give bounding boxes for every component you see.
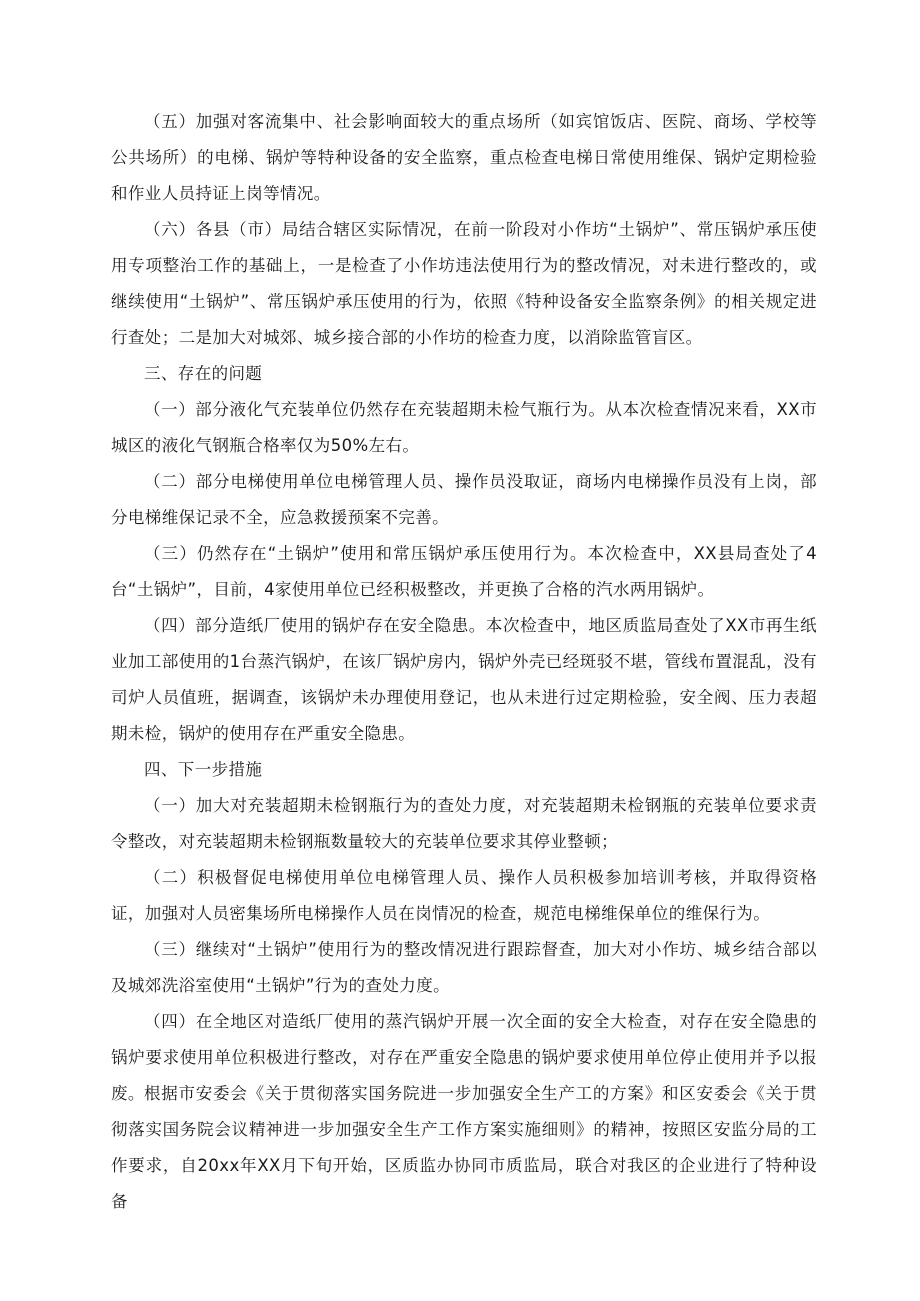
problem-item-2-elevators: （二）部分电梯使用单位电梯管理人员、操作员没取证，商场内电梯操作员没有上岗，部分电梯维保记录不全，应急救援预案不完善。 — [111, 472, 817, 527]
measure-item-4-steam-boiler-inspection: （四）在全地区对造纸厂使用的蒸汽锅炉开展一次全面的安全大检查，对存在安全隐患的锅炉要求使用单位积极进行整改，对存在严重安全隐患的锅炉要求使用单位停止使用并予以报废。 — [111, 1012, 817, 1103]
problem-item-3-earth-boilers: （三）仍然存在“土锅炉”使用和常压锅炉承压使用行为。本次检查中，XX县局查处了4台“土锅炉”，目前，4家使用单位已经积极整改，并更换了合格的汽水两用锅炉。 — [111, 544, 817, 599]
paragraph-work-background: 根据市安委会《关于贯彻落实国务院进一步加强安全生产工的方案》和区安委会《关于贯彻落实国务院会议精神进一步加强安全生产工作方案实施细则》的精神，按照区安监分局的工作要求，自20xx年XX月下旬开始，区质监办协同市质监局，联合对我区的企业进行了特种设备 — [111, 1084, 817, 1211]
measure-item-3-boiler-followup: （三）继续对“土锅炉”使用行为的整改情况进行跟踪督查，加大对小作坊、城乡结合部以及城郊洗浴室使用“土锅炉”行为的查处力度。 — [111, 940, 817, 995]
problem-item-4-paper-mills: （四）部分造纸厂使用的锅炉存在安全隐患。本次检查中，地区质监局查处了XX市再生纸业加工部使用的1台蒸汽锅炉，在该厂锅炉房内，锅炉外壳已经斑驳不堪，管线布置混乱，没有司炉人员值班，据调查，该锅炉未办理使用登记，也从未进行过定期检验，安全阀、压力表超期未检，锅炉的使用存在严重安全隐患。 — [111, 616, 817, 743]
paragraph-item-6-county-bureaus: （六）各县（市）局结合辖区实际情况，在前一阶段对小作坊“土锅炉”、常压锅炉承压使用专项整治工作的基础上，一是检查了小作坊违法使用行为的整改情况，对未进行整改的，或继续使用“土锅炉”、常压锅炉承压使用的行为，依照《特种设备安全监察条例》的相关规定进行查处；二是加大对城郊、城乡接合部的小作坊的检查力度，以消除监管盲区。 — [111, 220, 817, 347]
paragraph-item-5-public-venues: （五）加强对客流集中、社会影响面较大的重点场所（如宾馆饭店、医院、商场、学校等公共场所）的电梯、锅炉等特种设备的安全监察，重点检查电梯日常使用维保、锅炉定期检验和作业人员持证上岗等情况。 — [111, 112, 817, 203]
section-heading-next-steps: 四、下一步措施 — [144, 760, 263, 779]
section-heading-existing-problems: 三、存在的问题 — [144, 364, 263, 383]
problem-item-1-gas-cylinders: （一）部分液化气充装单位仍然存在充装超期未检气瓶行为。从本次检查情况来看，XX市城区的液化气钢瓶合格率仅为50%左右。 — [111, 400, 817, 455]
measure-item-1-cylinder-enforcement: （一）加大对充装超期未检钢瓶行为的查处力度，对充装超期未检钢瓶的充装单位要求责令整改，对充装超期未检钢瓶数量较大的充装单位要求其停业整顿； — [111, 796, 817, 851]
measure-item-2-elevator-training: （二）积极督促电梯使用单位电梯管理人员、操作人员积极参加培训考核，并取得资格证，加强对人员密集场所电梯操作人员在岗情况的检查，规范电梯维保单位的维保行为。 — [111, 868, 817, 923]
